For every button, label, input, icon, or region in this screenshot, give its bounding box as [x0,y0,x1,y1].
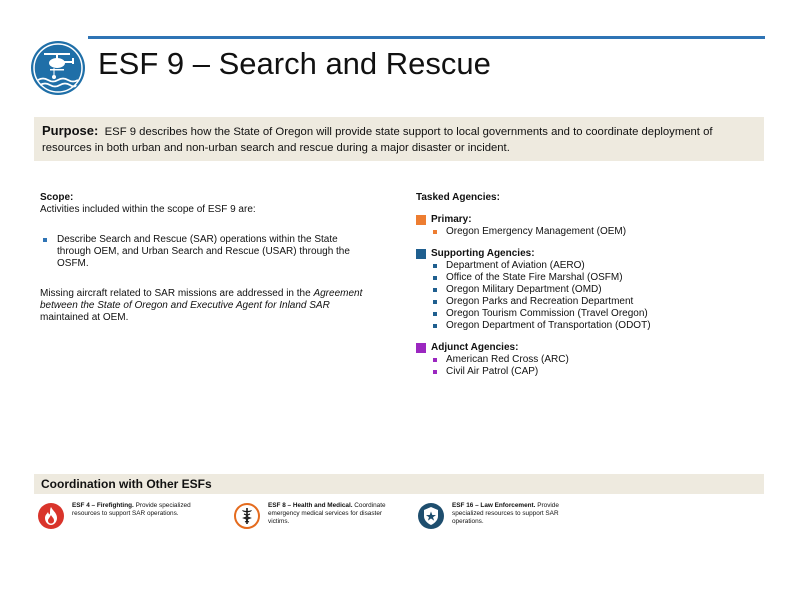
primary-title [416,214,746,226]
police-badge-icon [418,503,444,529]
adjunct-group [416,342,746,378]
primary-legend-square [416,215,426,225]
supporting-group [416,248,746,332]
note-suffix: maintained at OEM. [40,312,129,323]
esf-16-item [418,502,572,529]
esf-4-item [38,502,192,529]
fire-icon [38,503,64,529]
primary-list [416,226,746,238]
list-item: Department of Aviation (AERO) [416,260,746,272]
page-title: ESF 9 – Search and Rescue [98,46,491,81]
scope-item: Describe Search and Rescue (SAR) operations within the State through OEM, and Urban Search and Rescue (USAR) through the OSFM. [40,234,370,270]
supporting-title [416,248,746,260]
primary-label: Primary: [431,214,472,225]
list-item: American Red Cross (ARC) [416,354,746,366]
coordination-heading: Coordination with Other ESFs [34,474,764,494]
scope-section [40,192,370,324]
list-item: Oregon Military Department (OMD) [416,284,746,296]
esf-4-text [72,502,192,518]
caduceus-icon [234,503,260,529]
purpose-box [34,117,764,161]
supporting-list [416,260,746,332]
purpose-text: ESF 9 describes how the State of Oregon will provide state support to local governments and to coordinate deployment of resources in both urban and non-urban search and rescue during a major disaster or incident. [42,126,713,154]
supporting-legend-square [416,249,426,259]
esf-16-text [452,502,572,526]
purpose-label: Purpose: [42,123,99,138]
agreement-title: Agreement between the State of Oregon and Executive Agent for Inland SAR [40,288,363,311]
esf-16-desc: Provide specialized resources to support SAR operations. [452,502,559,525]
adjunct-list [416,354,746,378]
primary-group [416,214,746,238]
missing-aircraft-note [40,288,370,324]
list-item: Oregon Parks and Recreation Department [416,296,746,308]
header-rule [88,36,765,39]
list-item: Oregon Tourism Commission (Travel Oregon) [416,308,746,320]
list-item: Civil Air Patrol (CAP) [416,366,746,378]
esf-8-item [234,502,388,529]
esf-8-text [268,502,388,526]
tasked-heading: Tasked Agencies: [416,192,500,203]
scope-intro: Activities included within the scope of ESF 9 are: [40,204,256,215]
supporting-label: Supporting Agencies: [431,248,535,259]
helicopter-rescue-icon [30,40,86,96]
esf-4-title: ESF 4 – Firefighting. [72,502,134,509]
note-prefix: Missing aircraft related to SAR missions are addressed in the [40,288,314,299]
esf-8-desc: Coordinate emergency medical services for disaster victims. [268,502,386,525]
adjunct-title [416,342,746,354]
list-item: Office of the State Fire Marshal (OSFM) [416,272,746,284]
scope-list [40,234,370,270]
adjunct-label: Adjunct Agencies: [431,342,519,353]
esf-8-title: ESF 8 – Health and Medical. [268,502,353,509]
tasked-agencies-section [416,192,746,388]
esf-4-desc: Provide specialized resources to support SAR operations. [72,502,191,517]
scope-heading: Scope: [40,192,74,203]
list-item: Oregon Emergency Management (OEM) [416,226,746,238]
adjunct-legend-square [416,343,426,353]
esf-16-title: ESF 16 – Law Enforcement. [452,502,536,509]
list-item: Oregon Department of Transportation (ODOT) [416,320,746,332]
header [30,36,765,94]
